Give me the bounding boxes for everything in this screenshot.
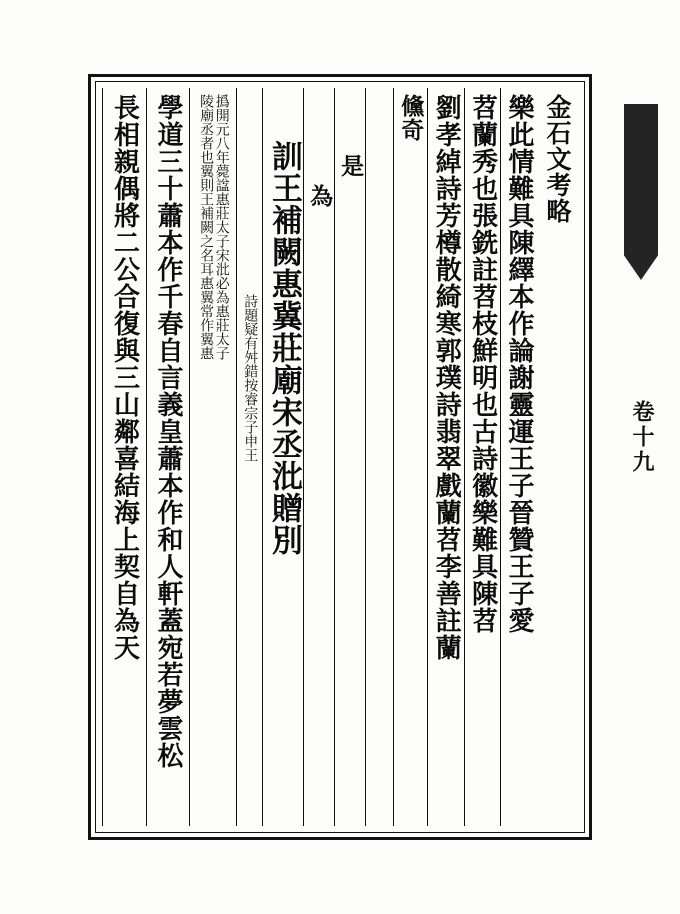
running-title: 金石文考略: [542, 94, 572, 224]
interlinear-pair: [197, 94, 228, 822]
poem-title-column: [262, 88, 304, 826]
text-column-7: [303, 88, 334, 826]
column-text: 為: [306, 184, 334, 208]
text-column-6: [334, 88, 365, 826]
column-text: 學道三十蕭本作千春自言義皇蕭本作和人軒蓋宛若夢雲松: [153, 94, 184, 769]
commentary-text: 詩題疑有舛錯按睿宗子申王: [242, 294, 259, 462]
column-text: 劉孝綽詩芳樽散綺寒郭璞詩翡翠戲蘭苕李善註蘭: [431, 94, 462, 661]
page-border-inner: [95, 81, 585, 833]
interlinear-pair: [242, 94, 258, 822]
text-column-5-blank: [365, 88, 392, 826]
text-column-11: [146, 88, 190, 826]
column-text: 是: [337, 154, 365, 178]
text-column-1: [500, 88, 536, 826]
commentary-column-1: [236, 88, 262, 826]
column-text: 苕蘭秀也張銑註苕枝鮮明也古詩徽樂難具陳苕: [467, 94, 498, 634]
running-title-column: [536, 88, 578, 826]
column-text: 樂此情難具陳繹本作論謝靈運王子晉贊王子愛: [503, 94, 534, 634]
volume-label: 卷十九: [629, 400, 655, 475]
commentary-column-2: [189, 88, 236, 826]
page-border-frame: [88, 74, 592, 840]
commentary-text-right: 撝開元八年薨諡惠莊太子宋沘必為惠莊太子: [213, 94, 230, 360]
commentary-text-left: 陵廟丞者也翼則王補闕之名耳惠翼常作翼惠: [198, 94, 215, 360]
fish-tail-shape: [624, 104, 658, 280]
text-columns: [102, 88, 578, 826]
column-text: 儵奇: [397, 94, 425, 142]
poem-title: 訓王補闕惠冀莊廟宋丞沘贈別: [265, 140, 302, 556]
text-column-2: [464, 88, 500, 826]
text-column-4: [393, 88, 428, 826]
column-text: 長相親偶將二公合復與三山鄰喜結海上契自為天: [109, 94, 140, 661]
text-column-3: [427, 88, 463, 826]
text-column-12: [102, 88, 146, 826]
fish-tail-mark: [622, 104, 662, 304]
